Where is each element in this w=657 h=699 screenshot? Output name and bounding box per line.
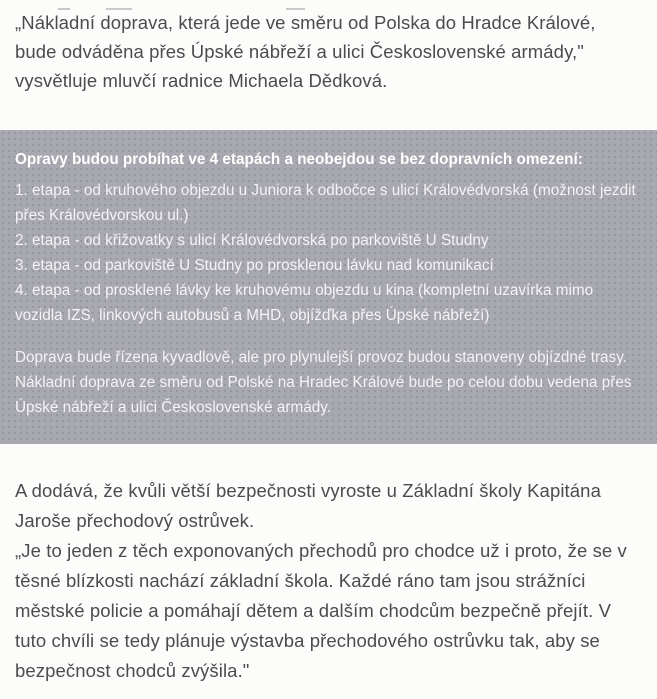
article-page [0, 8, 657, 699]
traffic-restrictions-box [0, 130, 657, 444]
stage-item-3: 3. etapa - od parkoviště U Studny po prosklenou lávku nad komunikací [15, 257, 494, 274]
infobox-note: Doprava bude řízena kyvadlově, ale pro plynulejší provoz budou stanoveny objízdné trasy. Nákladní doprava ze směru od Polské na Hradec Králové bude po celou dobu vedena přes Úpské nábřeží a ulici Československé armády. [15, 349, 632, 416]
closing-paragraphs [15, 476, 642, 686]
stage-item-4: 4. etapa - od prosklené lávky ke kruhovému objezdu u kina (kompletní uzavírka mimo vozidla IZS, linkových autobusů a MHD, objížďka přes Úpské nábřeží) [15, 282, 594, 324]
infobox-heading: Opravy budou probíhat ve 4 etapách a neobejdou se bez dopravních omezení: [15, 151, 583, 168]
paragraph-addition: A dodává, že kvůli větší bezpečnosti vyroste u Základní školy Kapitána Jaroše přechodový ostrůvek. [15, 480, 601, 531]
cropped-text-remnant [0, 8, 657, 11]
stage-item-1: 1. etapa - od kruhového objezdu u Juniora k odbočce s ulicí Královédvorská (možnost jezdit přes Královédvorskou ul.) [15, 182, 636, 224]
stage-item-2: 2. etapa - od křižovatky s ulicí Královédvorská po parkoviště U Studny [15, 232, 489, 249]
stage-list [15, 178, 642, 328]
paragraph-intro-quote: „Nákladní doprava, která jede ve směru od Polska do Hradce Králové, bude odváděna přes Úpské nábřeží a ulici Československé armády," vysvětluje mluvčí radnice Michaela Dědková. [15, 12, 596, 91]
paragraph-quote: „Je to jeden z těch exponovaných přechodů pro chodce už i proto, že se v těsné blízkosti nachází základní škola. Každé ráno tam jsou strážníci městské policie a pomáhají dětem a dalším chodcům bezpečně přejít. V tuto chvíli se tedy plánuje výstavba přechodového ostrůvku tak, aby se bezpečnost chodců zvýšila." [15, 540, 627, 681]
